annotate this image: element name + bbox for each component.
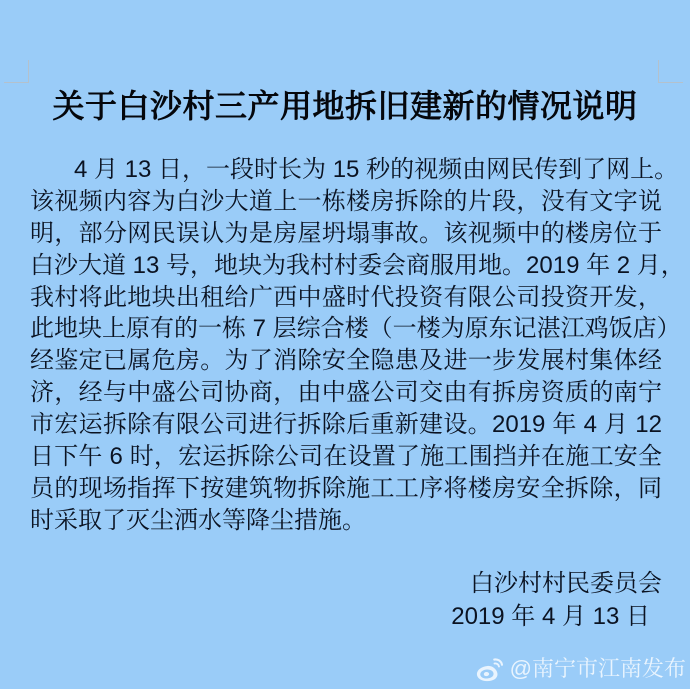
paragraph-line: 济，经与中盛公司协商，由中盛公司交由有拆房资质的南宁 — [30, 379, 662, 407]
paragraph-line: 经鉴定已属危房。为了消除安全隐患及进一步发展村集体经 — [30, 347, 662, 375]
paragraph-line: 白沙大道 13 号，地块为我村村委会商服用地。2019 年 2 月， — [30, 251, 685, 279]
paragraph-line: 4 月 13 日，一段时长为 15 秒的视频由网民传到了网上。 — [74, 156, 679, 183]
paragraph-line: 员的现场指挥下按建筑物拆除施工工序将楼房安全拆除，同 — [30, 474, 662, 502]
page-corner-mark-right — [658, 60, 683, 83]
paragraph-line: 时采取了灭尘洒水等降尘措施。 — [30, 506, 366, 534]
watermark-text: @南宁市江南发布 — [509, 656, 686, 681]
watermark — [475, 655, 686, 683]
statement-body — [30, 154, 685, 537]
signature-date: 2019 年 4 月 13 日 — [451, 603, 650, 630]
page-corner-mark-left — [4, 60, 29, 83]
weibo-icon — [475, 656, 505, 683]
signature-block — [30, 567, 662, 633]
signature-committee: 白沙村村民委员会 — [470, 570, 662, 597]
paragraph-line: 日下午 6 时，宏运拆除公司在设置了施工围挡并在施工安全 — [30, 443, 662, 471]
paragraph-line: 该视频内容为白沙大道上一栋楼房拆除的片段，没有文字说 — [30, 187, 662, 215]
statement-title: 关于白沙村三产用地拆旧建新的情况说明 — [52, 88, 638, 124]
paragraph-line: 明，部分网民误认为是房屋坍塌事故。该视频中的楼房位于 — [30, 219, 662, 247]
paragraph-line: 市宏运拆除有限公司进行拆除后重新建设。2019 年 4 月 12 — [30, 411, 662, 439]
paragraph-line: 我村将此地块出租给广西中盛时代投资有限公司投资开发， — [30, 283, 662, 311]
paragraph-line: 此地块上原有的一栋 7 层综合楼（一楼为原东记湛江鸡饭店） — [30, 315, 681, 343]
